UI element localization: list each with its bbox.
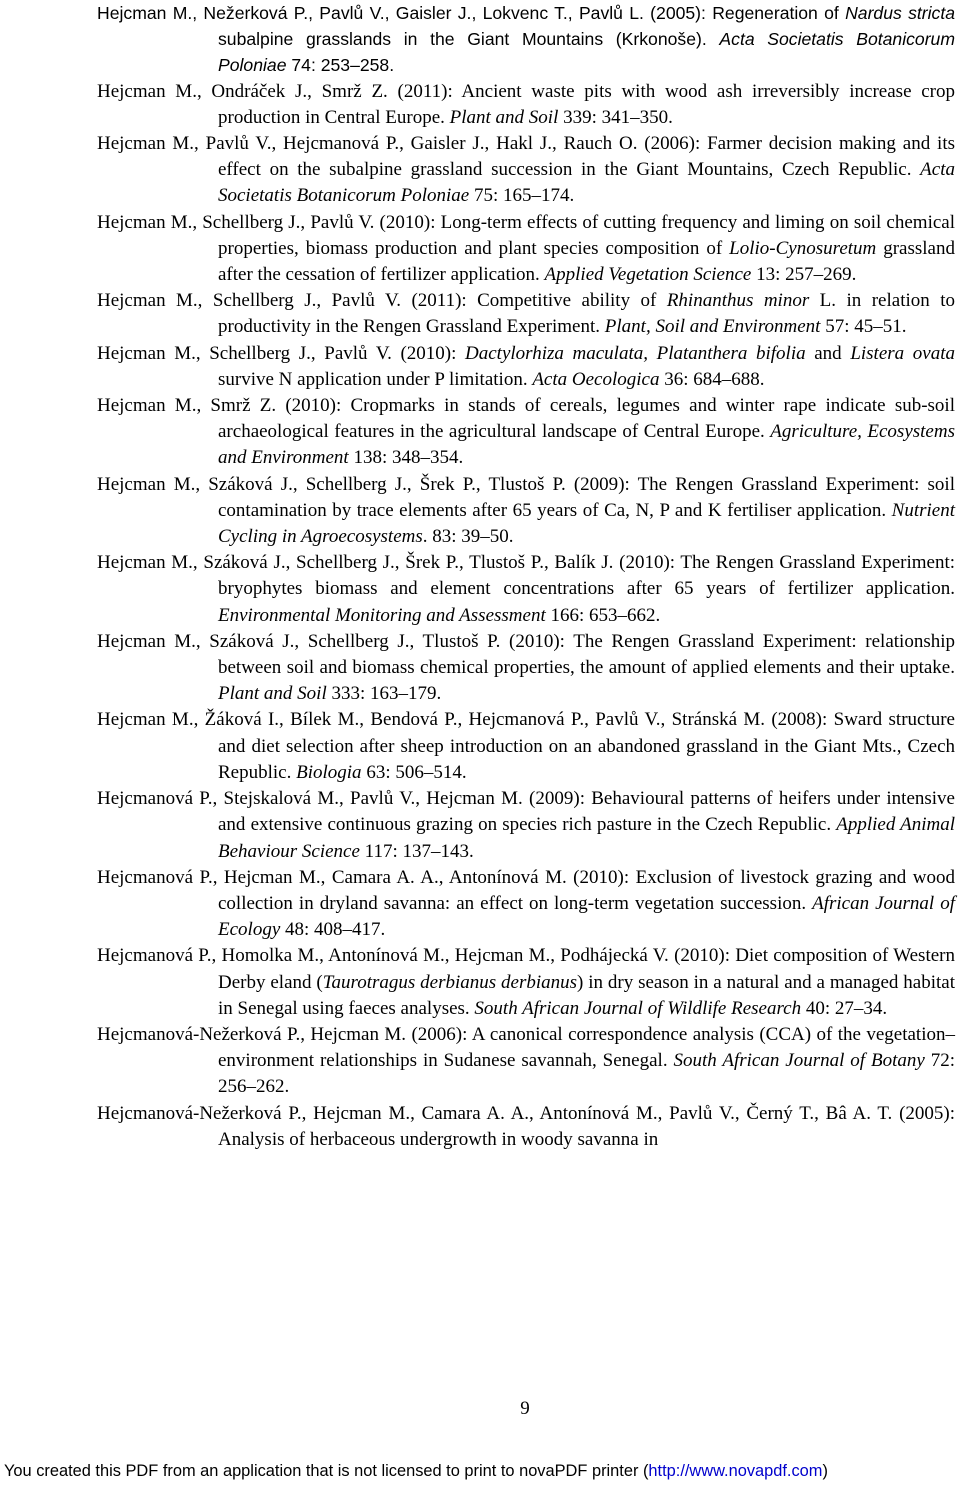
reference-italic-text: Rhinanthus minor	[666, 290, 810, 312]
reference-text: 339: 341–350.	[558, 106, 673, 128]
reference-italic-text: African Journal of Ecology	[218, 892, 955, 941]
reference-italic-text: South African Journal of Wildlife Research	[474, 997, 802, 1019]
reference-text: 40: 27–34.	[801, 997, 888, 1019]
reference-text: Hejcman M., Pavlů V., Hejcmanová P., Gaisler J., Hakl J., Rauch O. (2006): Farmer decision making and its effect on the subalpine grassland succession in the Giant Mountains, Czech Republic.	[97, 133, 955, 181]
page-number: 9	[520, 1398, 530, 1419]
reference-italic-text: Acta Societatis Botanicorum Poloniae	[218, 29, 955, 76]
reference-text: Hejcmanová-Nežerková P., Hejcman M. (2006): A canonical correspondence analysis (CCA) of the vegetation–environment relationships in Sudanese savannah, Senegal.	[97, 1023, 955, 1072]
reference-text: 333: 163–179.	[326, 683, 442, 705]
reference-text: 57: 45–51.	[820, 316, 907, 338]
reference-entry	[97, 707, 955, 786]
reference-italic-text: Plant and Soil	[218, 683, 327, 705]
reference-text: 36: 684–688.	[659, 368, 765, 390]
reference-text: and	[805, 342, 851, 364]
reference-entry	[97, 550, 955, 629]
reference-text: ) in dry season in a natural and a managed habitat in Senegal using faeces analyses.	[218, 971, 955, 1019]
reference-italic-text: Applied Vegetation Science	[544, 264, 752, 286]
reference-text: survive N application under P limitation.	[218, 368, 533, 390]
reference-text: 13: 257–269.	[751, 264, 857, 286]
reference-text: 166: 653–662.	[545, 604, 661, 626]
reference-text: Hejcman M., Ondráček J., Smrž Z. (2011): Ancient waste pits with wood ash irreversibly increase crop production in Central Europe.	[97, 80, 955, 128]
reference-text: Hejcmanová P., Stejskalová M., Pavlů V., Hejcman M. (2009): Behavioural patterns of heifers under intensive and extensive continuous grazing on species rich pasture in the Czech Republic.	[97, 788, 955, 836]
reference-text: grassland after the cessation of fertilizer application.	[218, 237, 955, 286]
footer-notice	[4, 1462, 960, 1481]
reference-text: Hejcman M., Žáková I., Bílek M., Bendová P., Hejcmanová P., Pavlů V., Stránská M. (2008): Sward structure and diet selection after sheep introduction on an abandoned grassland in the Giant Mts., Czech Republic.	[97, 709, 955, 783]
reference-text: . 83: 39–50.	[422, 526, 514, 548]
reference-italic-text: Lolio-Cynosuretum	[729, 237, 877, 259]
reference-text: Hejcmanová P., Homolka M., Antonínová M., Hejcman M., Podhájecká V. (2010): Diet composition of Western Derby eland (	[97, 945, 955, 993]
reference-italic-text: Environmental Monitoring and Assessment	[218, 604, 546, 626]
reference-text: 74: 253–258.	[286, 55, 395, 76]
reference-italic-text: Biologia	[296, 761, 362, 783]
reference-text: 117: 137–143.	[359, 840, 474, 862]
reference-entry	[97, 393, 955, 472]
reference-italic-text: Agriculture, Ecosystems and Environment	[218, 421, 955, 469]
reference-text: Hejcman M., Száková J., Schellberg J., Tlustoš P. (2010): The Rengen Grassland Experiment: relationship between soil and biomass chemical properties, the amount of applied elements and their uptake.	[97, 630, 955, 679]
footer-text: You created this PDF from an application that is not licensed to print to novaPDF printer (	[4, 1462, 649, 1480]
reference-list	[97, 0, 955, 1153]
reference-entry	[97, 131, 955, 210]
reference-italic-text: Plant and Soil	[449, 106, 559, 128]
reference-italic-text: Listera ovata	[850, 342, 955, 364]
reference-text: 75: 165–174.	[469, 185, 575, 207]
reference-entry	[97, 943, 955, 1022]
reference-text: Hejcman M., Schellberg J., Pavlů V. (2010): Long-term effects of cutting frequency and liming on soil chemical properties, biomass production and plant species composition of	[97, 211, 955, 259]
reference-text: Hejcman M., Száková J., Schellberg J., Šrek P., Tlustoš P., Balík J. (2010): The Rengen Grassland Experiment: bryophytes biomass and element concentrations after 65 years of fertilizer application.	[97, 552, 955, 600]
reference-entry	[97, 79, 955, 131]
footer-close: )	[822, 1462, 828, 1480]
reference-text: Hejcman M., Száková J., Schellberg J., Šrek P., Tlustoš P. (2009): The Rengen Grassland Experiment: soil contamination by trace elements after 65 years of Ca, N, P and K fertiliser application.	[97, 473, 955, 521]
reference-text: Hejcman M., Nežerková P., Pavlů V., Gaisler J., Lokvenc T., Pavlů L. (2005): Regeneration of	[97, 3, 846, 23]
reference-text: Hejcmanová P., Hejcman M., Camara A. A., Antonínová M. (2010): Exclusion of livestock grazing and wood collection in dryland savanna: an effect on long-term vegetation succession.	[97, 866, 955, 914]
reference-entry	[97, 0, 955, 79]
footer-link[interactable]: http://www.novapdf.com	[648, 1462, 823, 1480]
reference-italic-text: Plant, Soil and Environment	[604, 316, 821, 338]
reference-entry	[97, 786, 955, 865]
reference-text: 48: 408–417.	[280, 919, 386, 941]
reference-text: L. in relation to productivity in the Rengen Grassland Experiment.	[218, 290, 955, 338]
reference-text: 72: 256–262.	[218, 1050, 955, 1098]
reference-text: Hejcman M., Schellberg J., Pavlů V. (2010):	[97, 342, 466, 364]
reference-text: subalpine grasslands in the Giant Mountains (Krkonoše).	[218, 29, 720, 50]
reference-text: 138: 348–354.	[348, 447, 464, 469]
reference-italic-text: Acta Oecologica	[532, 368, 660, 390]
reference-entry	[97, 472, 955, 551]
reference-entry	[97, 1101, 955, 1153]
reference-entry	[97, 210, 955, 289]
reference-italic-text: Dactylorhiza maculata, Platanthera bifolia	[465, 342, 806, 364]
reference-text: Hejcman M., Schellberg J., Pavlů V. (2011): Competitive ability of	[97, 290, 667, 312]
reference-text: Hejcmanová-Nežerková P., Hejcman M., Camara A. A., Antonínová M., Pavlů V., Černý T., Bâ A. T. (2005): Analysis of herbaceous undergrowth in woody savanna in	[97, 1102, 955, 1150]
reference-italic-text: South African Journal of Botany	[673, 1050, 925, 1072]
reference-italic-text: Nutrient Cycling in Agroecosystems	[218, 499, 955, 548]
reference-entry	[97, 288, 955, 340]
reference-text: 63: 506–514.	[361, 761, 467, 783]
reference-entry	[97, 1022, 955, 1101]
reference-italic-text: Taurotragus derbianus derbianus	[322, 971, 578, 993]
reference-italic-text: Applied Animal Behaviour Science	[218, 814, 956, 862]
reference-entry	[97, 629, 955, 708]
reference-italic-text: Nardus stricta	[845, 3, 955, 23]
reference-italic-text: Acta Societatis Botanicorum Poloniae	[218, 159, 955, 207]
reference-entry	[97, 341, 955, 393]
reference-text: Hejcman M., Smrž Z. (2010): Cropmarks in stands of cereals, legumes and winter rape indicate sub-soil archaeological features in the agricultural landscape of Central Europe.	[97, 395, 955, 443]
reference-entry	[97, 865, 955, 944]
